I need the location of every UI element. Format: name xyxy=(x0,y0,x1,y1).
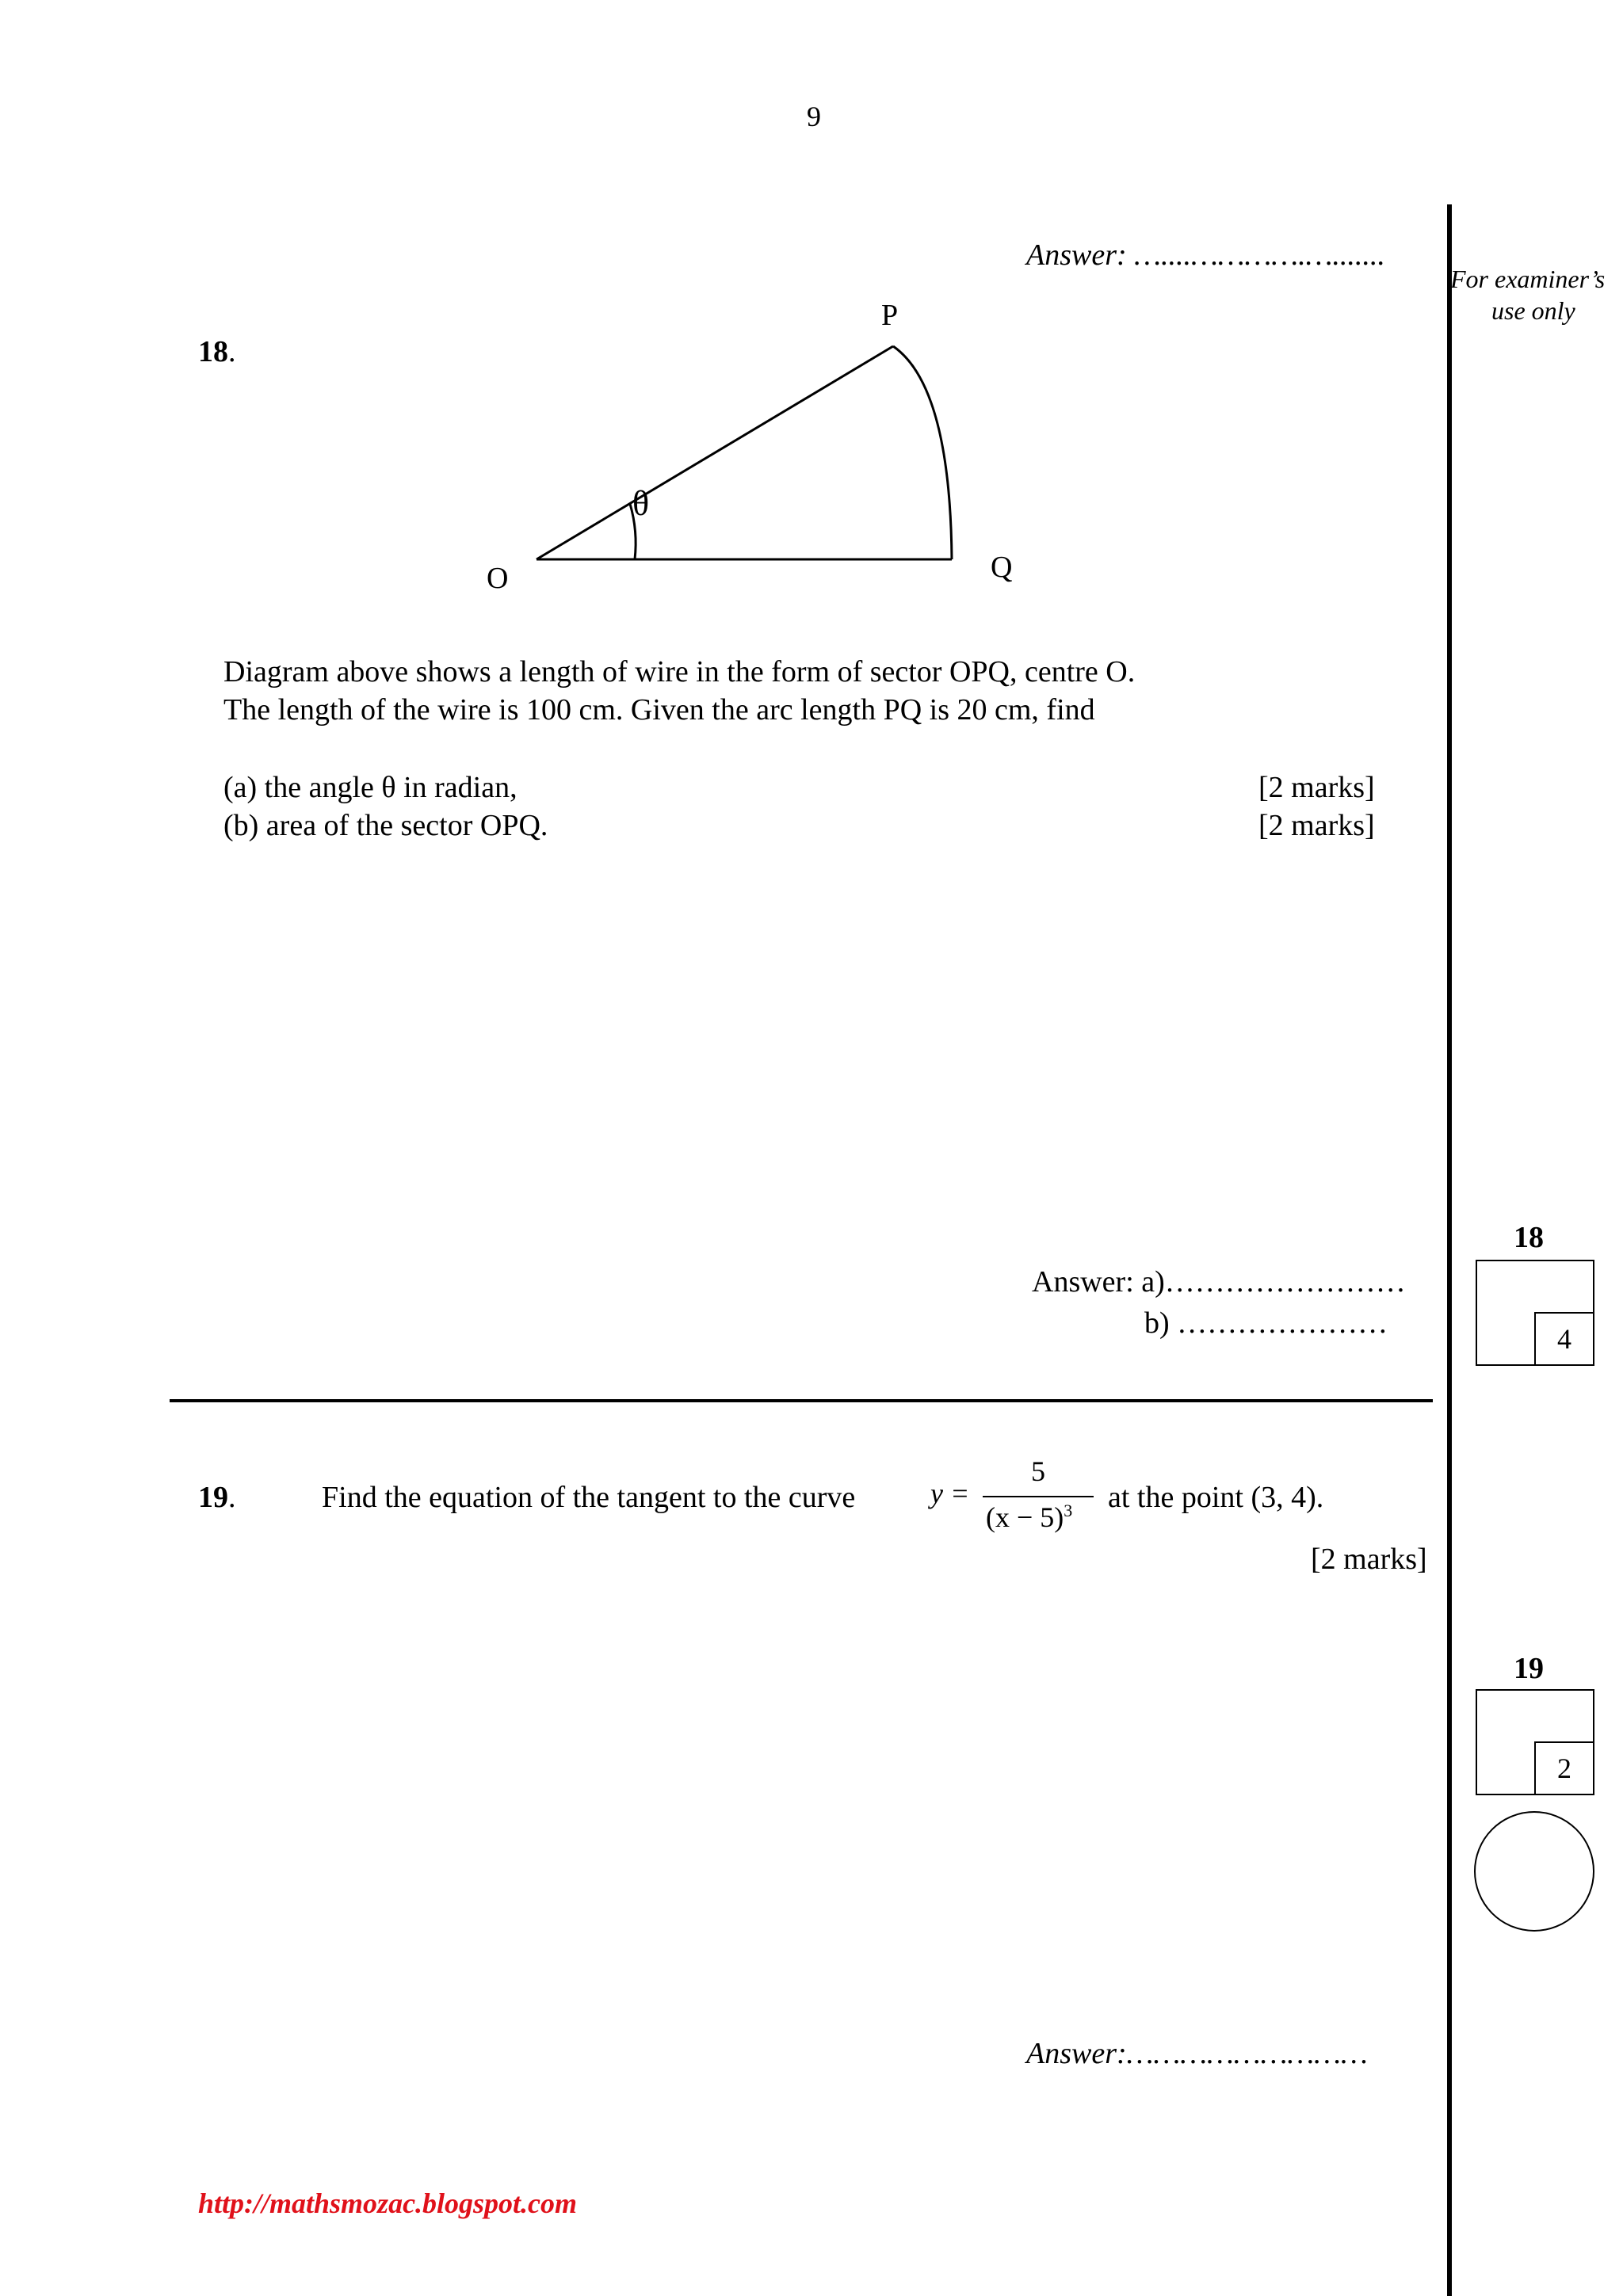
question-18-number: 18. xyxy=(198,335,236,368)
question-18-marks-total: 4 xyxy=(1534,1312,1594,1366)
question-19-marks: [2 marks] xyxy=(1311,1543,1427,1576)
label-o: O xyxy=(487,562,509,595)
radius-op xyxy=(537,346,893,559)
equation-lhs: y = xyxy=(930,1478,970,1509)
label-q: Q xyxy=(991,551,1013,584)
question-19-box-label: 19 xyxy=(1514,1652,1544,1685)
examiner-heading-line1: For examiner’s xyxy=(1450,265,1606,293)
equation-denominator: $(x - 5)^3$ xyxy=(986,1501,1073,1533)
question-19-number: 19. xyxy=(198,1481,236,1514)
sector-opq xyxy=(537,346,952,559)
question-19-marks-total: 2 xyxy=(1534,1741,1594,1795)
question-18-marks-a: [2 marks] xyxy=(1258,771,1375,804)
fraction-bar xyxy=(983,1496,1094,1497)
question-19-answer: Answer:……………………… xyxy=(1026,2037,1368,2070)
question-18-box-label: 18 xyxy=(1514,1221,1544,1254)
question-18-answer-b: b) ………………… xyxy=(1144,1306,1388,1340)
question-18-text-line1: Diagram above shows a length of wire in the form of sector OPQ, centre O. xyxy=(223,655,1136,688)
previous-answer-line: Answer: …....………….…....... xyxy=(1026,238,1385,272)
question-divider xyxy=(170,1399,1433,1402)
question-18-part-b: (b) area of the sector OPQ. xyxy=(223,809,548,842)
total-score-circle xyxy=(1474,1811,1594,1932)
examiner-heading-line2: use only xyxy=(1491,296,1575,325)
arc-pq xyxy=(893,346,952,559)
question-19-text-after: at the point (3, 4). xyxy=(1108,1481,1324,1514)
page-number: 9 xyxy=(807,101,821,132)
equation-numerator: 5 xyxy=(1031,1455,1045,1487)
sector-diagram xyxy=(0,0,1623,634)
label-p: P xyxy=(881,299,899,332)
question-18-text-line2: The length of the wire is 100 cm. Given the arc length PQ is 20 cm, find xyxy=(223,693,1095,727)
question-18-answer-a: Answer: a)…………………… xyxy=(1032,1265,1406,1299)
question-19-text: Find the equation of the tangent to the curve xyxy=(322,1481,856,1514)
question-18-marks-b: [2 marks] xyxy=(1258,809,1375,842)
footer-url: http://mathsmozac.blogspot.com xyxy=(198,2187,578,2219)
question-18-part-a: (a) the angle θ in radian, xyxy=(223,771,517,804)
label-theta: θ xyxy=(632,484,650,523)
